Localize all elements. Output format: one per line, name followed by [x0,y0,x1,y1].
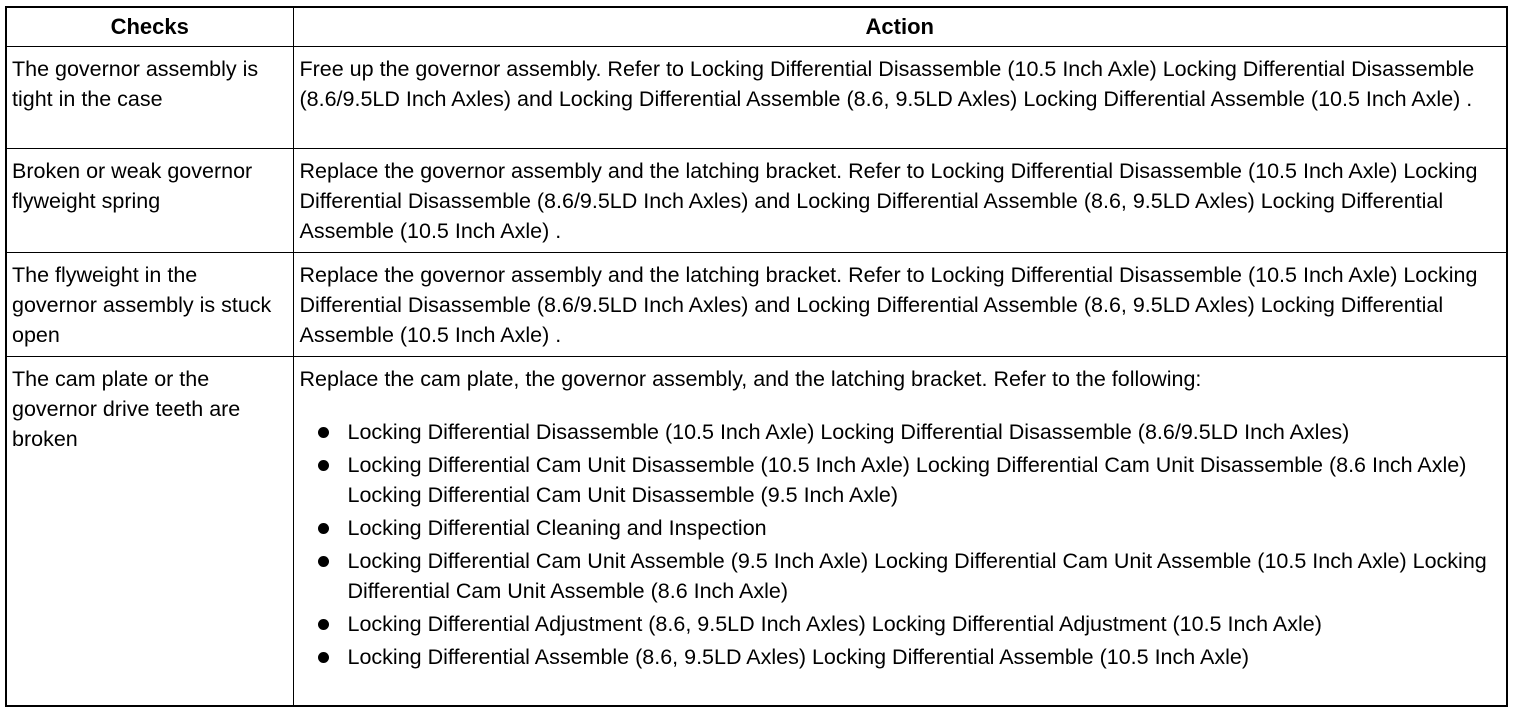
list-item-text: Locking Differential Cam Unit Disassemble (10.5 Inch Axle) Locking Differential Cam Unit Disassemble (8.6 Inch Axle) Locking Differential Cam Unit Disassemble (9.5 Inch Axle) [347,453,1467,507]
bullet-icon [318,460,329,471]
list-item [300,417,1501,447]
action-intro: Replace the cam plate, the governor assembly, and the latching bracket. Refer to the following: [299,367,1202,391]
table-row [7,357,1506,706]
list-item [300,609,1501,639]
diagnostic-table [7,8,1506,705]
bullet-icon [318,652,329,663]
table-row [7,149,1506,253]
bullet-icon [318,556,329,567]
diagnostic-table-frame [5,6,1508,707]
table-row [7,253,1506,357]
list-item-text: Locking Differential Cleaning and Inspection [347,516,767,540]
action-cell: Free up the governor assembly. Refer to Locking Differential Disassemble (10.5 Inch Axle) Locking Differential Disassemble (8.6/9.5LD Inch Axles) and Locking Differential Assemble (8.6, 9.5LD Axles) Locking Differential Assemble (10.5 Inch Axle) . [293,47,1506,149]
list-item-text: Locking Differential Cam Unit Assemble (9.5 Inch Axle) Locking Differential Cam Unit Assemble (10.5 Inch Axle) Locking Differential Cam Unit Assemble (8.6 Inch Axle) [347,549,1487,603]
bullet-icon [318,619,329,630]
check-cell: The governor assembly is tight in the case [7,47,293,149]
header-row [7,8,1506,47]
table-row [7,47,1506,149]
check-cell: Broken or weak governor flyweight spring [7,149,293,253]
list-item [300,642,1501,672]
action-cell [293,357,1506,706]
header-action: Action [293,8,1506,47]
check-cell: The cam plate or the governor drive teeth are broken [7,357,293,706]
procedure-list [300,417,1501,672]
list-item [300,513,1501,543]
action-cell: Replace the governor assembly and the latching bracket. Refer to Locking Differential Disassemble (10.5 Inch Axle) Locking Differential Disassemble (8.6/9.5LD Inch Axles) and Locking Differential Assemble (8.6, 9.5LD Axles) Locking Differential Assemble (10.5 Inch Axle) . [293,149,1506,253]
check-cell: The flyweight in the governor assembly is stuck open [7,253,293,357]
header-checks: Checks [7,8,293,47]
bullet-icon [318,427,329,438]
list-item [300,546,1501,606]
action-cell: Replace the governor assembly and the latching bracket. Refer to Locking Differential Disassemble (10.5 Inch Axle) Locking Differential Disassemble (8.6/9.5LD Inch Axles) and Locking Differential Assemble (8.6, 9.5LD Axles) Locking Differential Assemble (10.5 Inch Axle) . [293,253,1506,357]
list-item-text: Locking Differential Adjustment (8.6, 9.5LD Inch Axles) Locking Differential Adjustment (10.5 Inch Axle) [347,612,1322,636]
list-item-text: Locking Differential Assemble (8.6, 9.5LD Axles) Locking Differential Assemble (10.5 Inch Axle) [347,645,1249,669]
bullet-icon [318,523,329,534]
list-item [300,450,1501,510]
list-item-text: Locking Differential Disassemble (10.5 Inch Axle) Locking Differential Disassemble (8.6/9.5LD Inch Axles) [347,420,1350,444]
